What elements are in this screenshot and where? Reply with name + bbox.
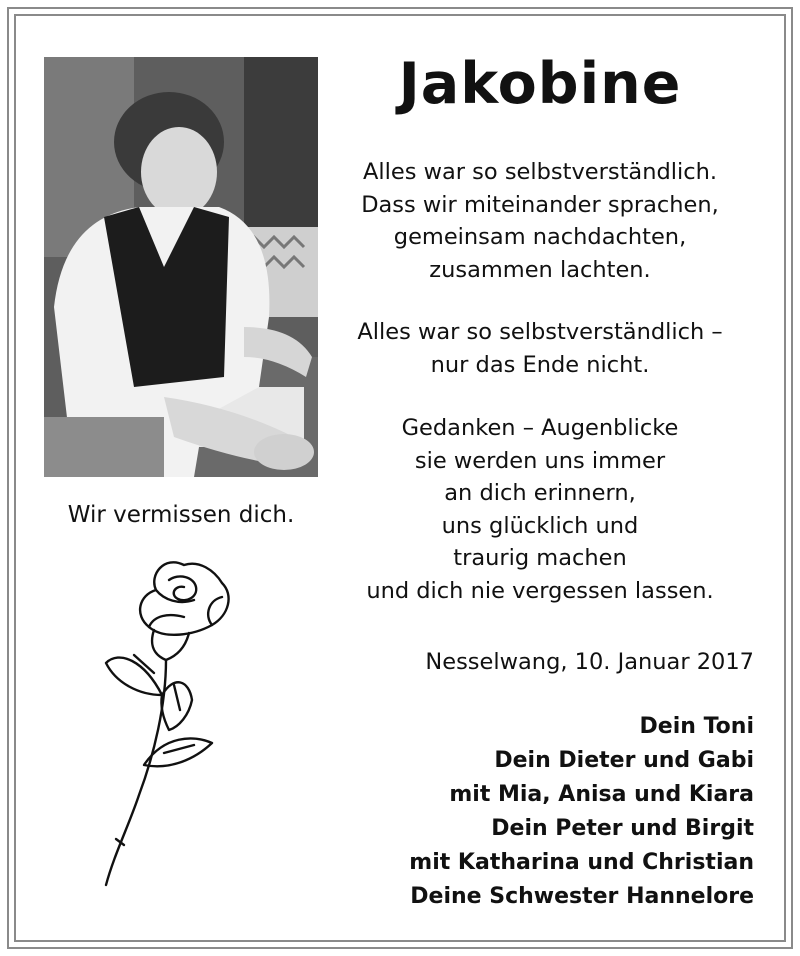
verse-line: uns glücklich und [441,512,639,539]
verse-line: sie werden uns immer [414,447,666,474]
portrait-photo-icon [44,57,318,477]
verse-line: nur das Ende nicht. [430,351,650,378]
verse-1 [330,156,750,286]
verse-line: Alles war so selbstverständlich. [362,159,718,185]
verse-3 [330,412,750,607]
verse-line: traurig machen [453,545,627,571]
signer: Dein Dieter und Gabi [494,748,754,773]
verse-line: an dich erinnern, [444,480,636,506]
rose-drawing-icon [94,555,244,895]
signers-list [330,710,754,914]
verse-2 [330,316,750,381]
verse-line: Gedanken – Augenblicke [401,415,679,441]
verse-line: Alles war so selbstverständlich – [357,319,723,345]
verse-line: zusammen lachten. [429,256,651,283]
signer: Deine Schwester Hannelore [410,884,754,909]
signer: Dein Peter und Birgit [491,816,754,841]
place-date: Nesselwang, 10. Januar 2017 [425,649,754,675]
caption-text: Wir vermissen dich. [67,502,295,528]
verse-line: gemeinsam nachdachten, [393,224,687,250]
signer: mit Mia, Anisa und Kiara [449,782,754,807]
verse-line: Dass wir miteinander sprachen, [361,191,719,218]
signer: mit Katharina und Christian [409,850,754,875]
deceased-name: Jakobine [398,51,682,117]
signer: Dein Toni [639,714,754,739]
verse-line: und dich nie vergessen lassen. [366,577,714,604]
